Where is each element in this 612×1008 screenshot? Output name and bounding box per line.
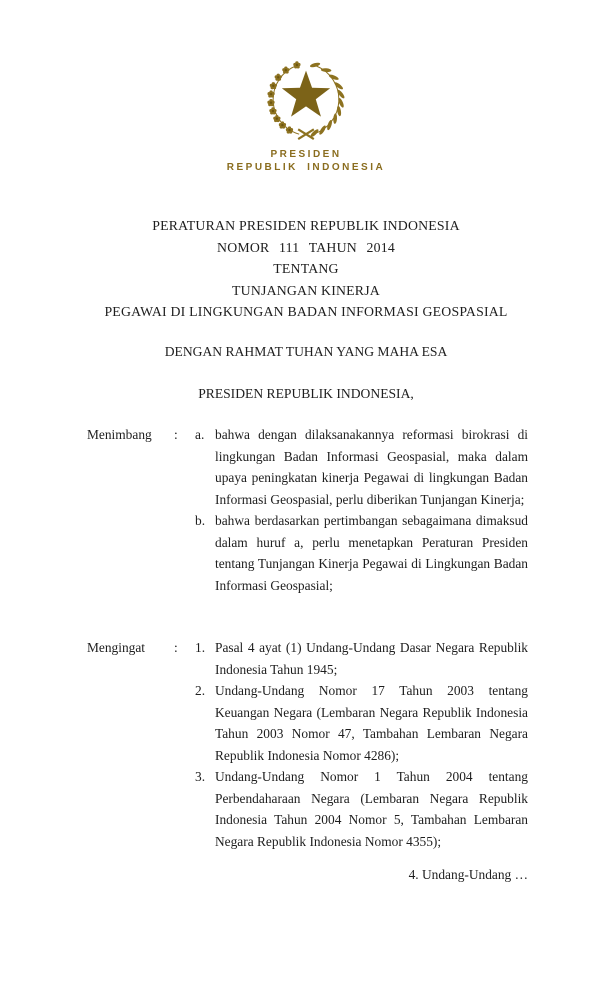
regulation-subject-line1: TUNJANGAN KINERJA — [232, 282, 380, 298]
item-marker: 1. — [195, 640, 206, 655]
legal-basis-item-2 — [195, 680, 528, 766]
regulation-subject-line2: PEGAWAI DI LINGKUNGAN BADAN INFORMASI GEOSPASIAL — [104, 304, 508, 319]
catchword: 4. Undang-Undang … — [408, 867, 528, 882]
item-text: Pasal 4 ayat (1) Undang-Undang Dasar Negara Republik Indonesia Tahun 1945; — [215, 640, 528, 677]
considerations-label: Menimbang — [87, 427, 152, 442]
tentang-label: TENTANG — [273, 261, 339, 276]
item-marker: 2. — [195, 683, 206, 698]
considerations-colon: : — [174, 427, 178, 442]
item-marker: 3. — [195, 769, 206, 784]
item-marker: a. — [195, 427, 205, 442]
emblem-org-line1: PRESIDEN — [270, 149, 342, 160]
legal-basis-colon: : — [174, 640, 178, 655]
consideration-item-b — [195, 510, 528, 596]
item-text: Undang-Undang Nomor 17 Tahun 2003 tentang Keuangan Negara (Lembaran Negara Republik Indonesia Tahun 2003 Nomor 47, Tambahan Lembaran Negara Republik Indonesia Nomor 4286); — [215, 683, 528, 763]
legal-basis-section — [87, 637, 528, 852]
regulation-name: PERATURAN PRESIDEN REPUBLIK INDONESIA — [152, 218, 460, 233]
considerations-section — [87, 424, 528, 596]
legal-basis-item-1 — [195, 637, 528, 680]
legal-basis-label: Mengingat — [87, 640, 146, 655]
item-text: bahwa berdasarkan pertimbangan sebagaimana dimaksud dalam huruf a, perlu menetapkan Peraturan Presiden tentang Tunjangan Kinerja Pegawai di Lingkungan Badan Informasi Geospasial; — [215, 513, 528, 593]
regulation-number: NOMOR 111 TAHUN 2014 — [217, 239, 395, 255]
item-text: Undang-Undang Nomor 1 Tahun 2004 tentang Perbendaharaan Negara (Lembaran Negara Republik Indonesia Tahun 2004 Nomor 5, Tambahan Lembaran Negara Republik Indonesia Nomor 4355); — [215, 769, 528, 849]
item-marker: b. — [195, 513, 206, 528]
legal-basis-item-3 — [195, 766, 528, 852]
item-text: bahwa dengan dilaksanakannya reformasi birokrasi di lingkungan Badan Informasi Geospasial, maka dalam upaya peningkatan kinerja Pegawai di lingkungan Badan Informasi Geospasial, perlu diberikan Tunjangan Kinerja; — [215, 427, 528, 507]
issuer-line: PRESIDEN REPUBLIK INDONESIA, — [198, 386, 414, 401]
consideration-item-a — [195, 424, 528, 510]
invocation-line: DENGAN RAHMAT TUHAN YANG MAHA ESA — [164, 344, 448, 359]
emblem-org-line2: REPUBLIK INDONESIA — [226, 162, 386, 173]
regulation-title-block — [0, 215, 612, 323]
star-icon — [282, 71, 330, 117]
presidential-star-wreath-icon — [247, 55, 365, 143]
